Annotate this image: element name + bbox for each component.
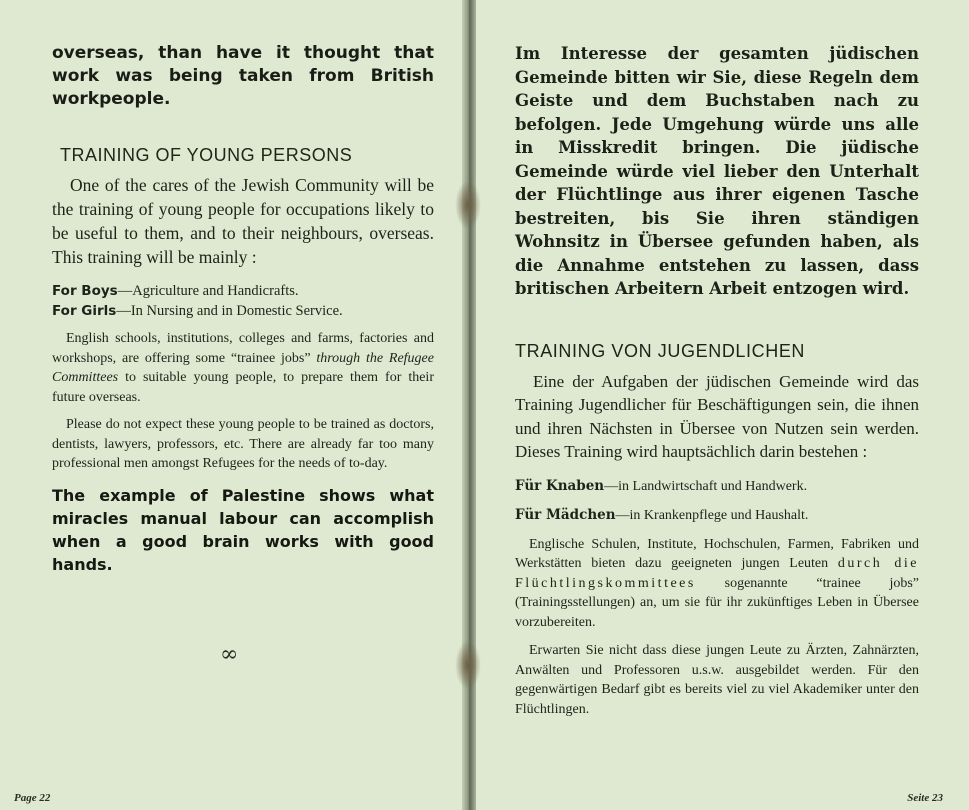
right-boys-label: Für Knaben [515, 477, 605, 494]
right-list-item-girls [515, 505, 919, 526]
left-girls-text: —In Nursing and in Domestic Service. [116, 303, 343, 319]
left-list-item-girls [52, 301, 434, 321]
right-girls-label: Für Mädchen [515, 506, 616, 523]
right-trainee-paragraph [515, 535, 919, 633]
ornament-flourish-icon: ∞ [220, 642, 239, 667]
right-lead-text: Im Interesse der gesamten jüdischen Gemeinde bitten wir Sie, diese Regeln dem Geiste und dem Buchstaben nach zu befolgen. Jede Umgehung würde uns alle in Misskredit bringen. Die jüdische Gemeinde würde viel lieber den Unterhalt der Flüchtlinge aus ihrer eigenen Tasche bestreiten, bis Sie ihren ständigen Wohnsitz in Übersee gefunden haben, als die Annahme entstehen zu lassen, dass britischen Arbeitern Arbeit entzogen wird. [515, 44, 919, 298]
right-list-item-boys [515, 476, 919, 497]
left-training-list [52, 281, 434, 321]
left-list-item-boys [52, 281, 434, 301]
right-page [468, 0, 969, 810]
left-page [0, 0, 468, 810]
left-page-number: Page 22 [14, 792, 51, 804]
right-section-heading: TRAINING VON JUGENDLICHEN [515, 340, 806, 361]
left-palestine-example: The example of Palestine shows what miracles manual labour can accomplish when a good brain works with good hands. [52, 485, 434, 574]
gutter-stain-bottom [455, 640, 481, 690]
left-boys-text: —Agriculture and Handicrafts. [117, 283, 299, 299]
gutter-stain-top [455, 180, 481, 230]
right-boys-text: —in Landwirtschaft und Handwerk. [604, 478, 808, 494]
left-section-heading: TRAINING OF YOUNG PERSONS [60, 145, 353, 165]
right-para1-part-a: Englische Schulen, Institute, Hochschulen, Farmen, Fabriken und Werkstätten bieten dazu geeigneten jungen Leuten [515, 536, 919, 571]
right-professions-paragraph: Erwarten Sie nicht dass diese jungen Leute zu Ärzten, Zahnärzten, Anwälten und Professoren u.s.w. ausgebildet werden. Für den gegenwärtigen Bedarf gibt es bereits viel zu viel Akademiker unter den Flüchtlingen. [515, 643, 919, 717]
left-para1-part-b: to suitable young people, to prepare them for their future overseas. [52, 370, 434, 405]
left-girls-label: For Girls [52, 303, 117, 319]
left-professions-paragraph: Please do not expect these young people to be trained as doctors, dentists, lawyers, professors, etc. There are already far too many professional men amongst Refugees for the needs of to-day. [52, 417, 434, 471]
right-para1-spaced: durch die Flüchtlingskommittees [515, 556, 919, 591]
right-girls-text: —in Krankenpflege und Haushalt. [615, 507, 809, 523]
left-boys-label: For Boys [52, 283, 118, 299]
right-page-number: Seite 23 [907, 792, 943, 804]
left-para1-part-a: English schools, institutions, colleges and farms, factories and workshops, are offering some “trainee jobs” [52, 331, 434, 366]
left-intro-paragraph: One of the cares of the Jewish Community will be the training of young people for occupations likely to be useful to them, and to their neighbours, overseas. This training will be mainly : [52, 175, 434, 267]
left-para1-italic: through the Refugee Committees [52, 350, 434, 385]
left-lead-text: overseas, than have it thought that work was being taken from British workpeople. [52, 43, 434, 109]
right-intro-paragraph: Eine der Aufgaben der jüdischen Gemeinde wird das Training Jugendlicher für Beschäftigungen sein, die ihnen und ihren Nächsten in Übersee von Nutzen sein werden. Dieses Training wird hauptsächlich darin bestehen : [515, 371, 919, 461]
right-para1-part-b: sogenannte “trainee jobs” (Trainingsstellungen) an, um sie für ihr zukünftiges Leben in Übersee vorzubereiten. [515, 575, 919, 630]
left-trainee-paragraph [52, 329, 434, 407]
right-training-list [515, 476, 919, 526]
